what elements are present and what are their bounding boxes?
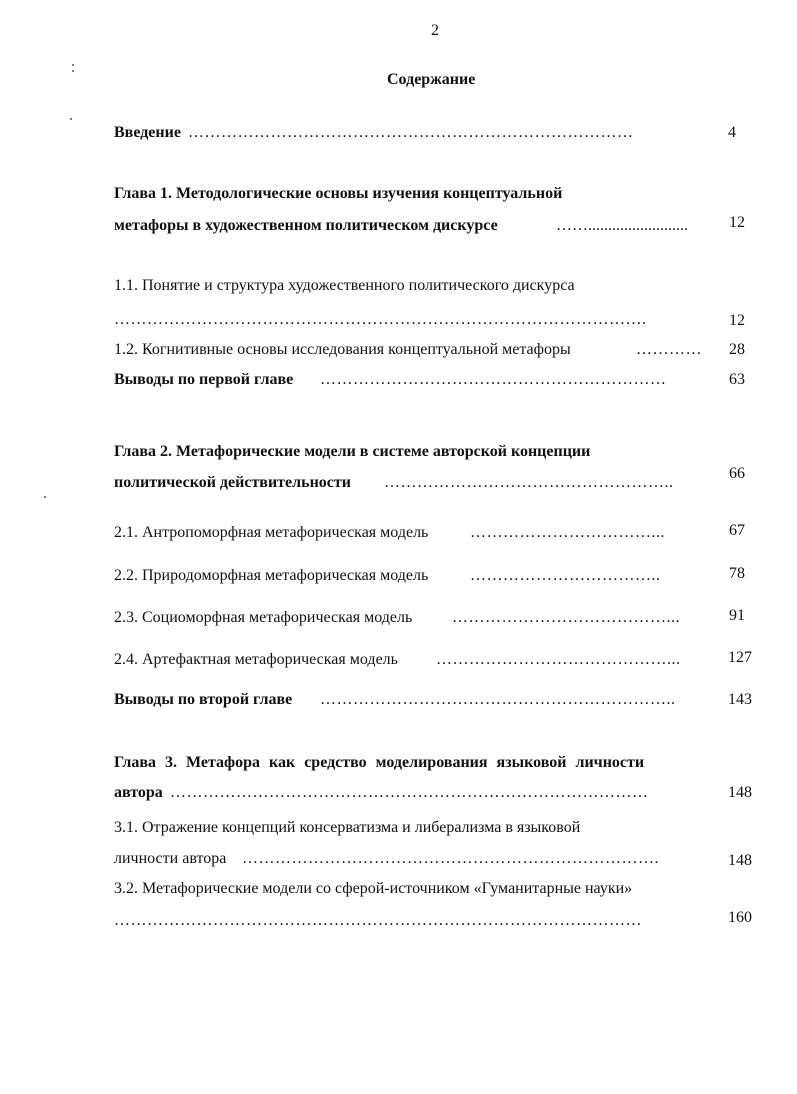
toc-conclusion-2-page: 143	[728, 691, 752, 708]
toc-chapter-1-line1: Глава 1. Методологические основы изучения концептуальной	[114, 185, 563, 202]
toc-chapter-2-line1: Глава 2. Метафорические модели в системе авторской концепции	[114, 443, 591, 460]
toc-chapter-1-line2: метафоры в художественном политическом дискурсе	[114, 217, 498, 234]
toc-section-3-2-page: 160	[728, 909, 752, 926]
toc-entry-intro-label: Введение	[114, 124, 181, 141]
toc-section-2-4-leader: ……………………………………...	[436, 651, 681, 668]
toc-chapter-2-leader: ……………………………………………..	[384, 474, 674, 491]
toc-section-3-2-leader: ……………………………………………………………………………………	[114, 912, 642, 929]
toc-chapter-1-leader: …….........................	[556, 217, 688, 234]
toc-section-3-2-label: 3.2. Метафорические модели со сферой-источником «Гуманитарные науки»	[114, 880, 633, 897]
toc-chapter-1-page: 12	[729, 214, 745, 231]
toc-conclusion-1-leader: ………………………………………………………	[320, 371, 667, 388]
toc-conclusion-1-page: 63	[729, 371, 745, 388]
toc-section-2-4-page: 127	[728, 649, 752, 666]
toc-section-2-2-page: 78	[729, 565, 745, 582]
toc-section-2-3-label: 2.3. Социоморфная метафорическая модель	[114, 609, 413, 626]
toc-section-2-3-page: 91	[729, 607, 745, 624]
toc-conclusion-2-label: Выводы по второй главе	[114, 691, 293, 708]
toc-chapter-3-line1: Глава 3. Метафора как средство моделирования языковой личности	[114, 754, 645, 771]
toc-section-2-3-leader: …………………………………...	[452, 609, 680, 626]
toc-chapter-3-page: 148	[728, 784, 752, 801]
toc-section-2-1-leader: ……………………………...	[470, 524, 665, 541]
toc-section-1-2-page: 28	[729, 341, 745, 358]
toc-chapter-3-leader: ……………………………………………………………………………	[170, 784, 649, 801]
toc-section-2-4-label: 2.4. Артефактная метафорическая модель	[114, 651, 398, 668]
toc-section-1-2-label: 1.2. Когнитивные основы исследования концептуальной метафоры	[114, 341, 571, 358]
toc-section-1-1-leader: …………………………………………………………………………………….	[114, 311, 647, 328]
toc-chapter-2-line2: политической действительности	[114, 474, 351, 491]
toc-section-3-1-line2: личности автора	[114, 850, 227, 867]
toc-section-3-1-page: 148	[728, 852, 752, 869]
toc-section-3-1-leader: ………………………………………………………………….	[242, 850, 659, 867]
toc-section-1-1-page: 12	[729, 312, 745, 329]
toc-entry-intro-leader: ………………………………………………………………………	[188, 124, 634, 141]
toc-chapter-2-page: 66	[729, 465, 745, 482]
toc-chapter-3-line2: автора	[114, 784, 163, 801]
toc-section-3-1-line1: 3.1. Отражение концепций консерватизма и либерализма в языковой	[114, 819, 581, 836]
toc-section-2-1-label: 2.1. Антропоморфная метафорическая модель	[114, 524, 429, 541]
toc-section-2-2-leader: ……………………………..	[470, 567, 661, 584]
toc-section-2-2-label: 2.2. Природоморфная метафорическая модель	[114, 567, 429, 584]
toc-section-1-1-label: 1.1. Понятие и структура художественного политического дискурса	[114, 277, 575, 294]
toc-section-2-1-page: 67	[729, 522, 745, 539]
page-number: 2	[431, 22, 439, 39]
toc-entry-intro-page: 4	[728, 124, 736, 141]
toc-conclusion-2-leader: ………………………………………………………..	[320, 691, 676, 708]
toc-section-1-2-leader: …………	[636, 341, 702, 358]
page-title: Содержание	[387, 71, 476, 88]
toc-conclusion-1-label: Выводы по первой главе	[114, 371, 294, 388]
